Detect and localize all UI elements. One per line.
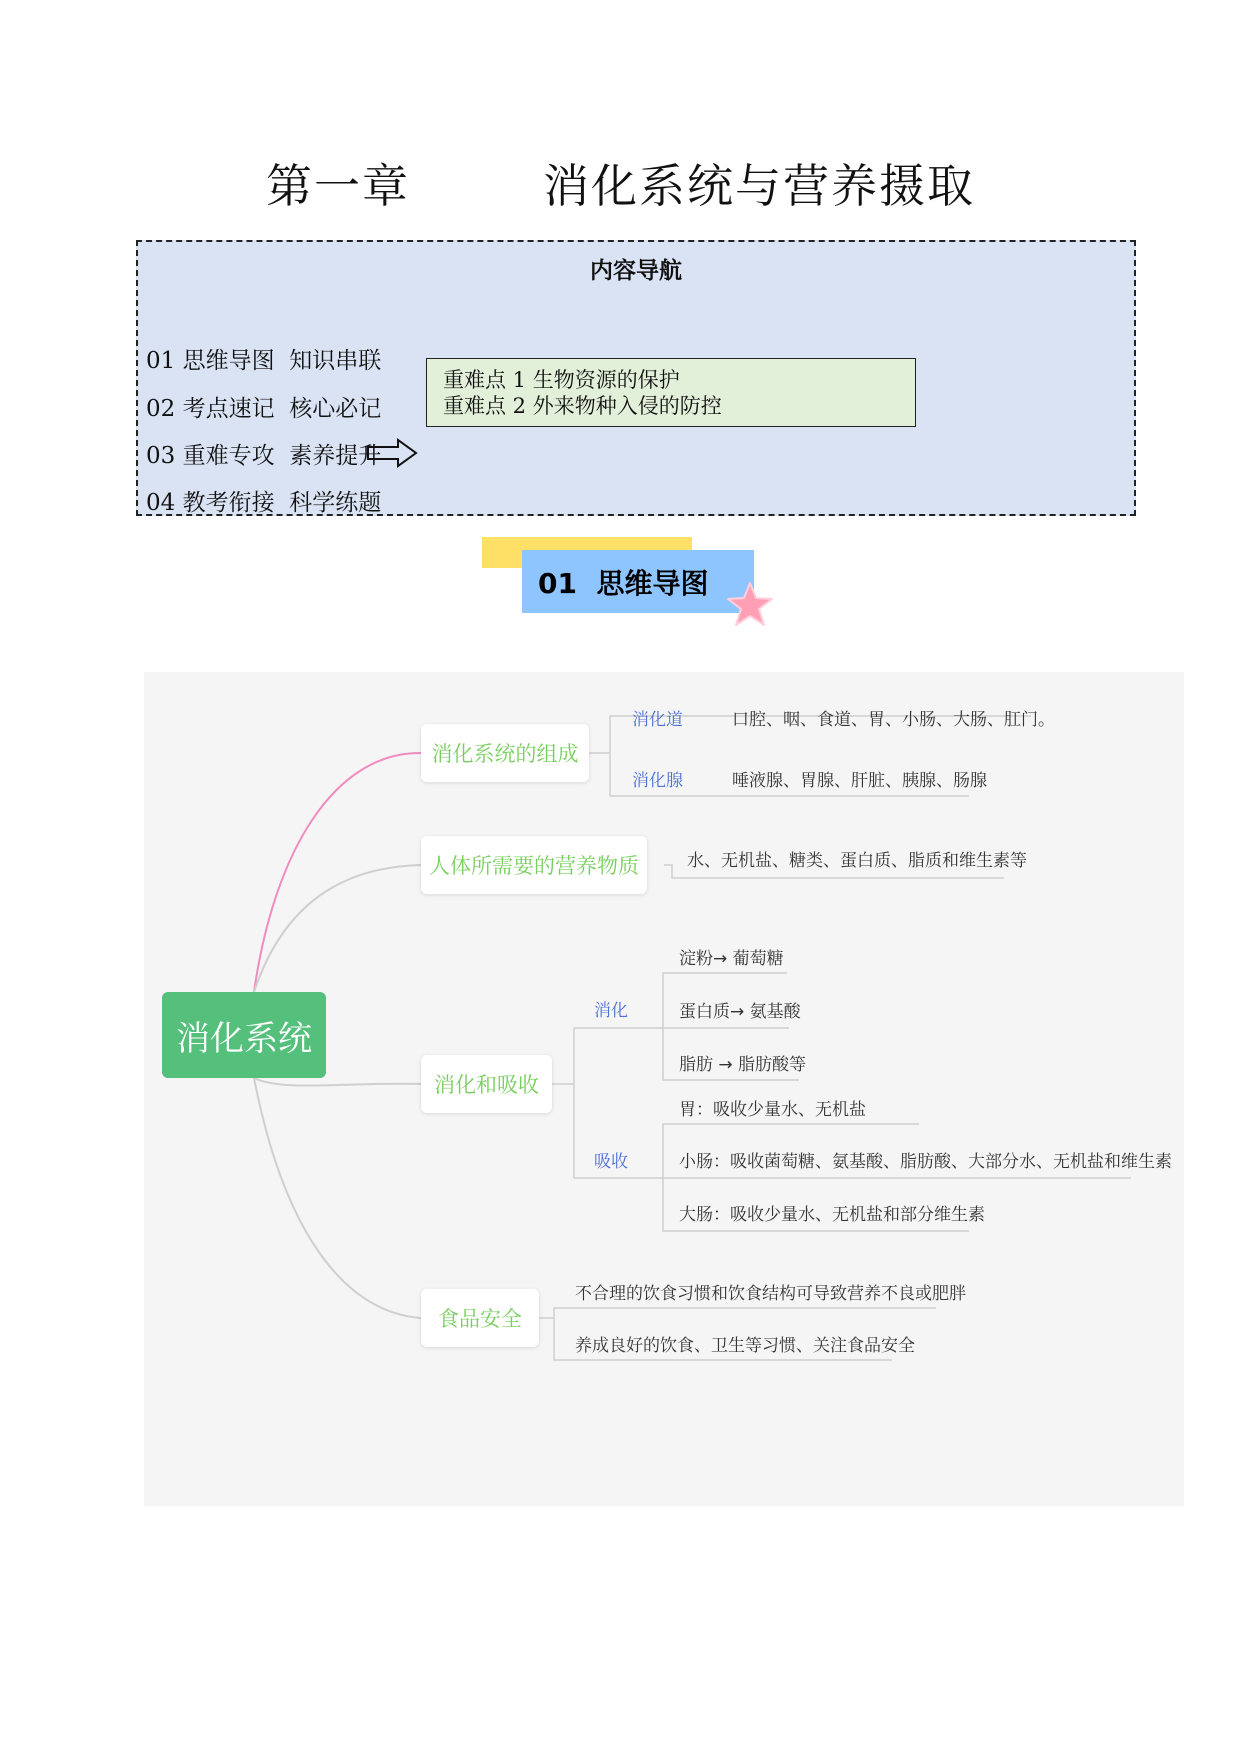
branch-nutrients[interactable]: 人体所需要的营养物质 [421,836,647,894]
difficult-point-1: 重难点 1 生物资源的保护 [443,368,680,392]
mindmap [144,672,1184,1506]
branch-food-safety[interactable]: 食品安全 [421,1289,539,1347]
leaf-digest-3: 脂肪 → 脂肪酸等 [679,1055,807,1075]
difficult-points-box [426,358,916,427]
leaf-food-safety-2: 养成良好的饮食、卫生等习惯、关注食品安全 [575,1336,915,1356]
mindmap-root[interactable]: 消化系统 [162,992,326,1078]
sub-digestive-gland[interactable]: 消化腺 [632,771,683,791]
section-title: 01 思维导图 [522,550,754,613]
leaf-digestive-tract: 口腔、咽、食道、胃、小肠、大肠、肛门。 [732,710,1055,730]
nav-heading: 内容导航 [590,258,682,284]
leaf-digestive-gland: 唾液腺、胃腺、肝脏、胰腺、肠腺 [732,771,987,791]
nav-item-key-points[interactable]: 02 考点速记 核心必记 [146,396,382,422]
mindmap-connectors [144,672,1184,1506]
leaf-digest-2: 蛋白质→ 氨基酸 [679,1002,801,1022]
leaf-absorb-2: 小肠：吸收菌萄糖、氨基酸、脂肪酸、大部分水、无机盐和维生素 [679,1152,1172,1172]
nav-item-practice[interactable]: 04 教考衔接 科学练题 [146,490,382,516]
star-icon [726,580,774,628]
chapter-title: 第一章 消化系统与营养摄取 [266,159,975,213]
branch-digest-absorb[interactable]: 消化和吸收 [421,1055,552,1113]
sub-absorption[interactable]: 吸收 [594,1152,628,1172]
nav-item-difficult-topics[interactable]: 03 重难专攻 素养提升 [146,443,382,469]
content-navigation-box [136,240,1136,516]
leaf-digest-1: 淀粉→ 葡萄糖 [679,949,784,969]
sub-digestive-tract[interactable]: 消化道 [632,710,683,730]
leaf-absorb-1: 胃：吸收少量水、无机盐 [679,1100,866,1120]
nav-item-mindmap[interactable]: 01 思维导图 知识串联 [146,348,382,374]
section-badge [480,534,780,634]
difficult-point-2: 重难点 2 外来物种入侵的防控 [443,394,722,418]
leaf-nutrients: 水、无机盐、糖类、蛋白质、脂质和维生素等 [687,851,1027,871]
branch-composition[interactable]: 消化系统的组成 [421,724,589,782]
sub-digestion[interactable]: 消化 [594,1001,628,1021]
right-arrow-icon [366,438,418,468]
leaf-food-safety-1: 不合理的饮食习惯和饮食结构可导致营养不良或肥胖 [575,1284,966,1304]
leaf-absorb-3: 大肠：吸收少量水、无机盐和部分维生素 [679,1205,985,1225]
